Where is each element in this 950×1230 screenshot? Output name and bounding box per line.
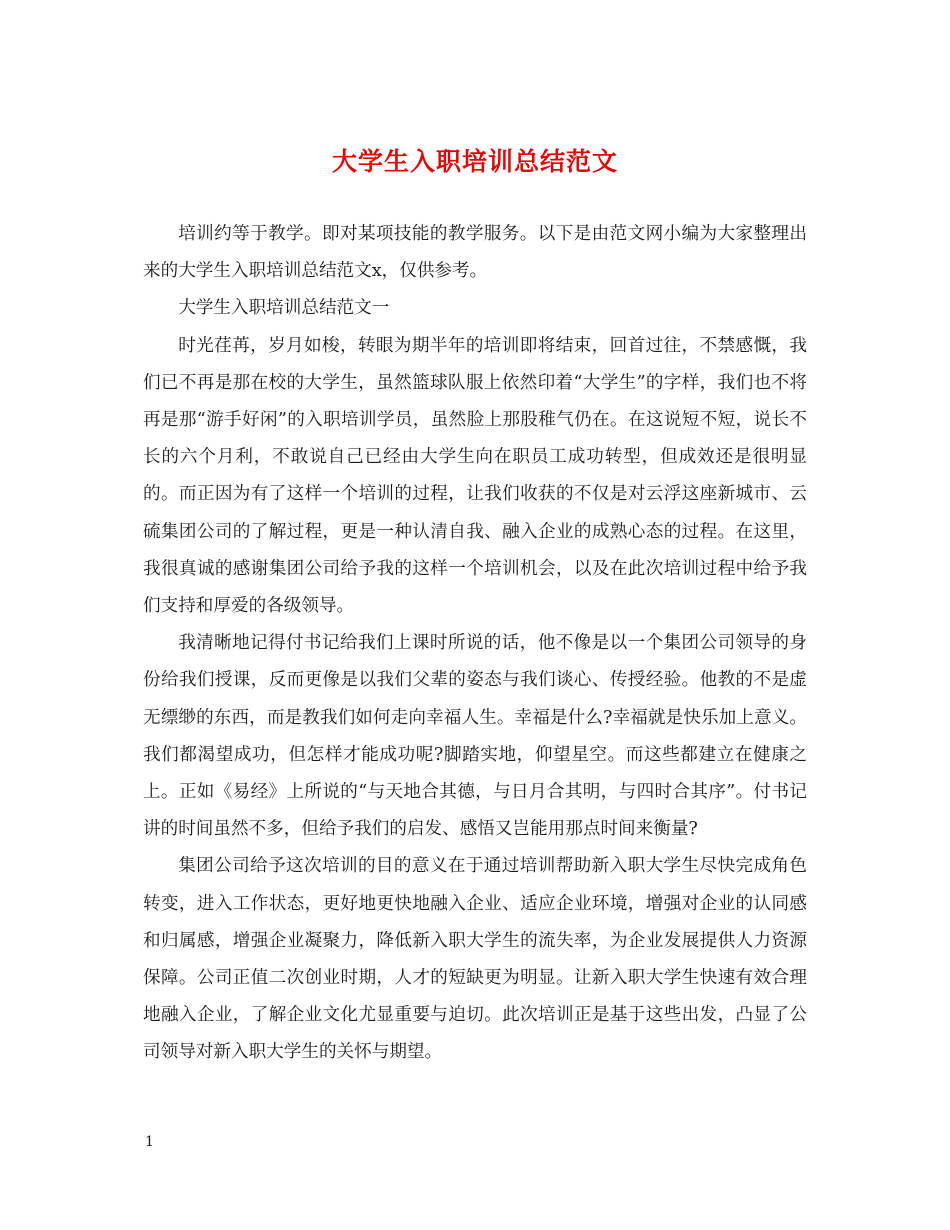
section-heading: 大学生入职培训总结范文一 [178, 298, 390, 319]
body-paragraph-3: 集团公司给予这次培训的目的意义在于通过培训帮助新入职大学生尽快完成角色转变，进入工作状态，更好地更快地融入企业、适应企业环境，增强对企业的认同感和归属感，增强企业凝聚力，降低新入职大学生的流失率，为企业发展提供人力资源保障。公司正值二次创业时期，人才的短缺更为明显。让新入职大学生快速有效合理地融入企业，了解企业文化尤显重要与迫切。此次培训正是基于这些出发，凸显了公司领导对新入职大学生的关怀与期望。 [143, 856, 807, 1063]
page-number: 1 [145, 1134, 154, 1150]
intro-paragraph: 培训约等于教学。即对某项技能的教学服务。以下是由范文网小编为大家整理出来的大学生入职培训总结范文x，仅供参考。 [143, 224, 807, 282]
document-title: 大学生入职培训总结范文 [331, 147, 618, 176]
document-body [143, 216, 807, 1072]
body-paragraph-2: 我清晰地记得付书记给我们上课时所说的话，他不像是以一个集团公司领导的身份给我们授课，反而更像是以我们父辈的姿态与我们谈心、传授经验。他教的不是虚无缥缈的东西，而是教我们如何走向幸福人生。幸福是什么?幸福就是快乐加上意义。我们都渴望成功，但怎样才能成功呢?脚踏实地，仰望星空。而这些都建立在健康之上。正如《易经》上所说的“与天地合其德，与日月合其明，与四时合其序”。付书记讲的时间虽然不多，但给予我们的启发、感悟又岂能用那点时间来衡量? [143, 633, 807, 840]
body-paragraph-1: 时光荏苒，岁月如梭，转眼为期半年的培训即将结束，回首过往，不禁感慨，我们已不再是那在校的大学生，虽然篮球队服上依然印着“大学生”的字样，我们也不将再是那“游手好闲”的入职培训学员，虽然脸上那股稚气仍在。在这说短不短，说长不长的六个月利，不敢说自己已经由大学生向在职员工成功转型，但成效还是很明显的。而正因为有了这样一个培训的过程，让我们收获的不仅是对云浮这座新城市、云硫集团公司的了解过程，更是一种认清自我、融入企业的成熟心态的过程。在这里，我很真诚的感谢集团公司给予我的这样一个培训机会，以及在此次培训过程中给予我们支持和厚爱的各级领导。 [143, 335, 807, 617]
